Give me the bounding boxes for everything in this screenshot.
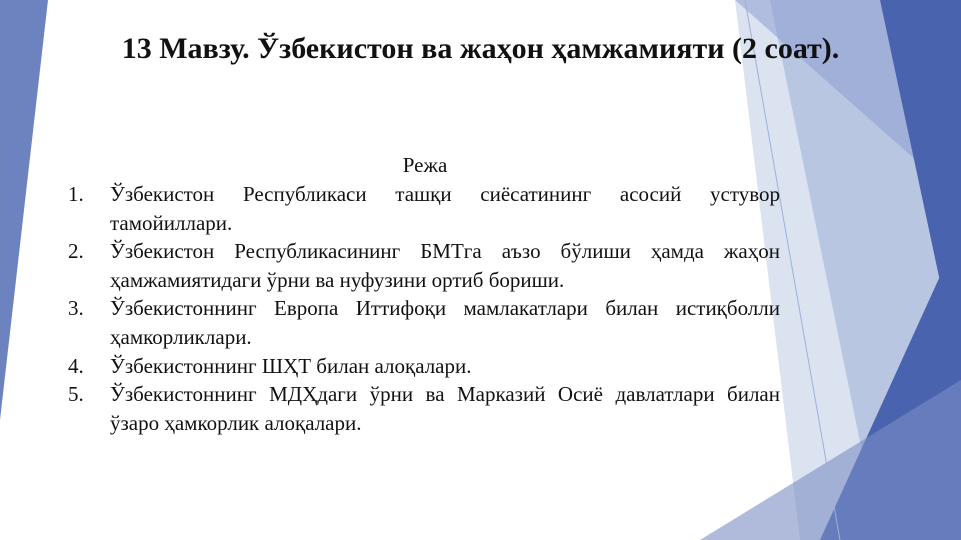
plan-item [60, 237, 780, 294]
plan-list [60, 180, 780, 437]
plan-item-number: 5. [68, 382, 84, 407]
plan-item [60, 294, 780, 351]
plan-item [60, 352, 780, 381]
plan-item [60, 180, 780, 237]
plan-item-text: Ўзбекистоннинг ШҲТ билан алоқалари. [110, 353, 472, 378]
plan-item-text: Ўзбекистоннинг Европа Иттифоқи мамлакатлари билан истиқболли ҳамкорликлари. [110, 296, 780, 349]
plan-item-number: 4. [68, 353, 84, 378]
slide-title: 13 Мавзу. Ўзбекистон ва жаҳон ҳамжамияти (2 соат). [121, 32, 840, 65]
plan-item-text: Ўзбекистоннинг МДҲдаги ўрни ва Марказий Осиё давлатлари билан ўзаро ҳамкорлик алоқалари. [110, 382, 780, 435]
plan-heading: Режа [402, 153, 448, 177]
plan-item-text: Ўзбекистон Республикаси ташқи сиёсатининг асосий устувор тамойиллари. [110, 182, 780, 235]
plan-item-number: 1. [68, 182, 84, 206]
plan-item-number: 2. [68, 239, 84, 264]
plan-item [60, 380, 780, 437]
plan-item-number: 3. [68, 296, 84, 321]
plan-item-text: Ўзбекистон Республикасининг БМТга аъзо бўлиши ҳамда жаҳон ҳамжамиятидаги ўрни ва нуфузини ортиб бориши. [110, 239, 780, 292]
